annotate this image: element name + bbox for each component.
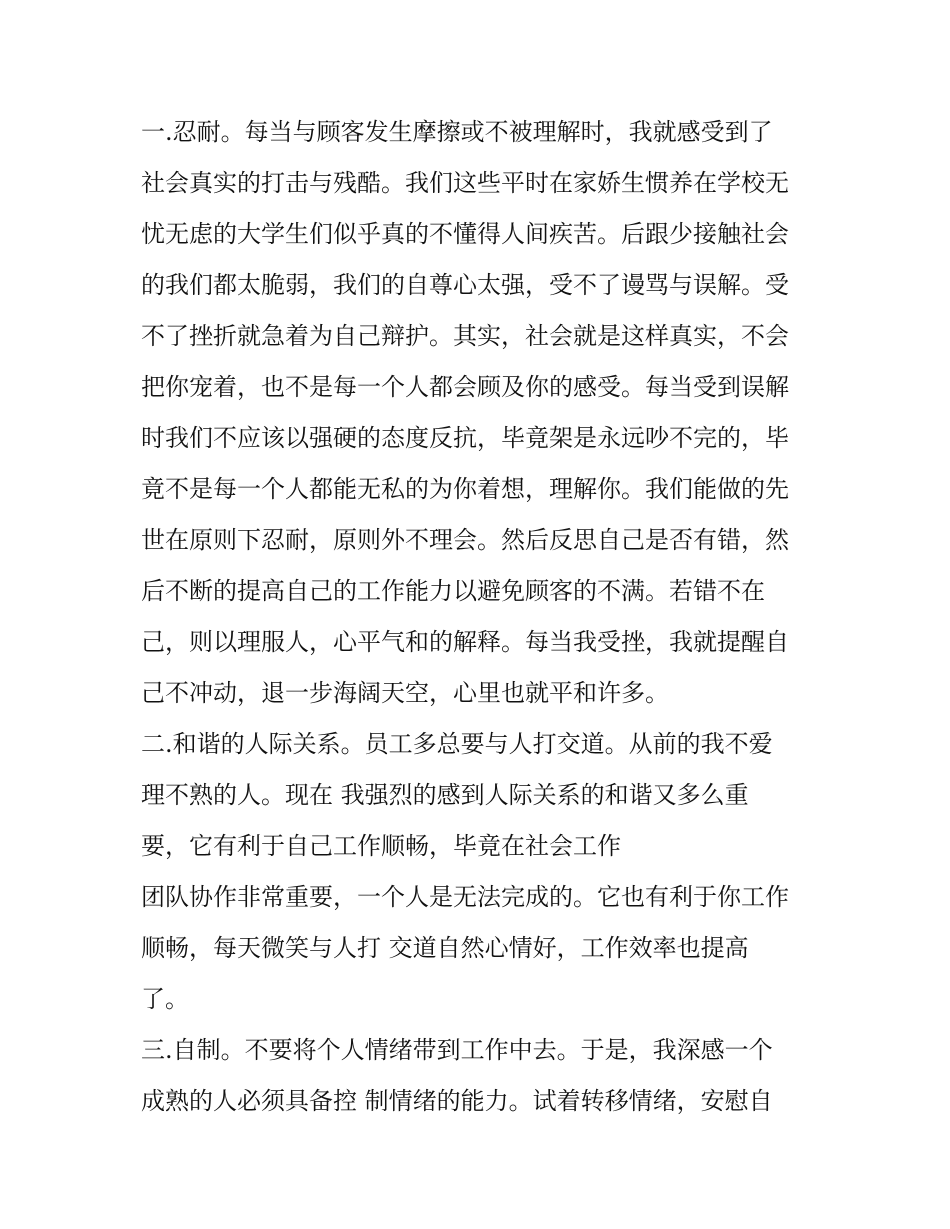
- text-line: 的我们都太脆弱，我们的自尊心太强，受不了谩骂与误解。受: [141, 271, 789, 299]
- text-line: 了。: [141, 985, 189, 1013]
- text-line: 一.忍耐。每当与顾客发生摩擦或不被理解时，我就感受到了: [141, 118, 773, 146]
- text-line: 三.自制。不要将个人情绪带到工作中去。于是，我深感一个: [141, 1036, 773, 1064]
- text-line: 世在原则下忍耐，原则外不理会。然后反思自己是否有错，然: [141, 526, 789, 554]
- text-line: 团队协作非常重要，一个人是无法完成的。它也有利于你工作: [141, 883, 789, 911]
- text-line: 竟不是每一个人都能无私的为你着想，理解你。我们能做的先: [141, 475, 789, 503]
- text-line: 后不断的提高自己的工作能力以避免顾客的不满。若错不在: [141, 577, 765, 605]
- text-line: 时我们不应该以强硬的态度反抗，毕竟架是永远吵不完的，毕: [141, 424, 789, 452]
- text-line: 理不熟的人。现在 我强烈的感到人际关系的和谐又多么重: [141, 781, 749, 809]
- text-line: 忧无虑的大学生们似乎真的不懂得人间疾苦。后跟少接触社会: [141, 220, 789, 248]
- text-line: 社会真实的打击与残酷。我们这些平时在家娇生惯养在学校无: [141, 169, 789, 197]
- text-line: 不了挫折就急着为自己辩护。其实，社会就是这样真实，不会: [141, 322, 789, 350]
- text-line: 二.和谐的人际关系。员工多总要与人打交道。从前的我不爱: [141, 730, 773, 758]
- text-line: 己不冲动，退一步海阔天空，心里也就平和许多。: [141, 679, 669, 707]
- text-line: 己，则以理服人，心平气和的解释。每当我受挫，我就提醒自: [141, 628, 789, 656]
- text-line: 要，它有利于自己工作顺畅，毕竟在社会工作: [141, 832, 621, 860]
- text-line: 顺畅，每天微笑与人打 交道自然心情好，工作效率也提高: [141, 934, 749, 962]
- body-text: [141, 107, 821, 1127]
- text-line: 成熟的人必须具备控 制情绪的能力。试着转移情绪，安慰自: [141, 1087, 773, 1115]
- text-line: 把你宠着，也不是每一个人都会顾及你的感受。每当受到误解: [141, 373, 789, 401]
